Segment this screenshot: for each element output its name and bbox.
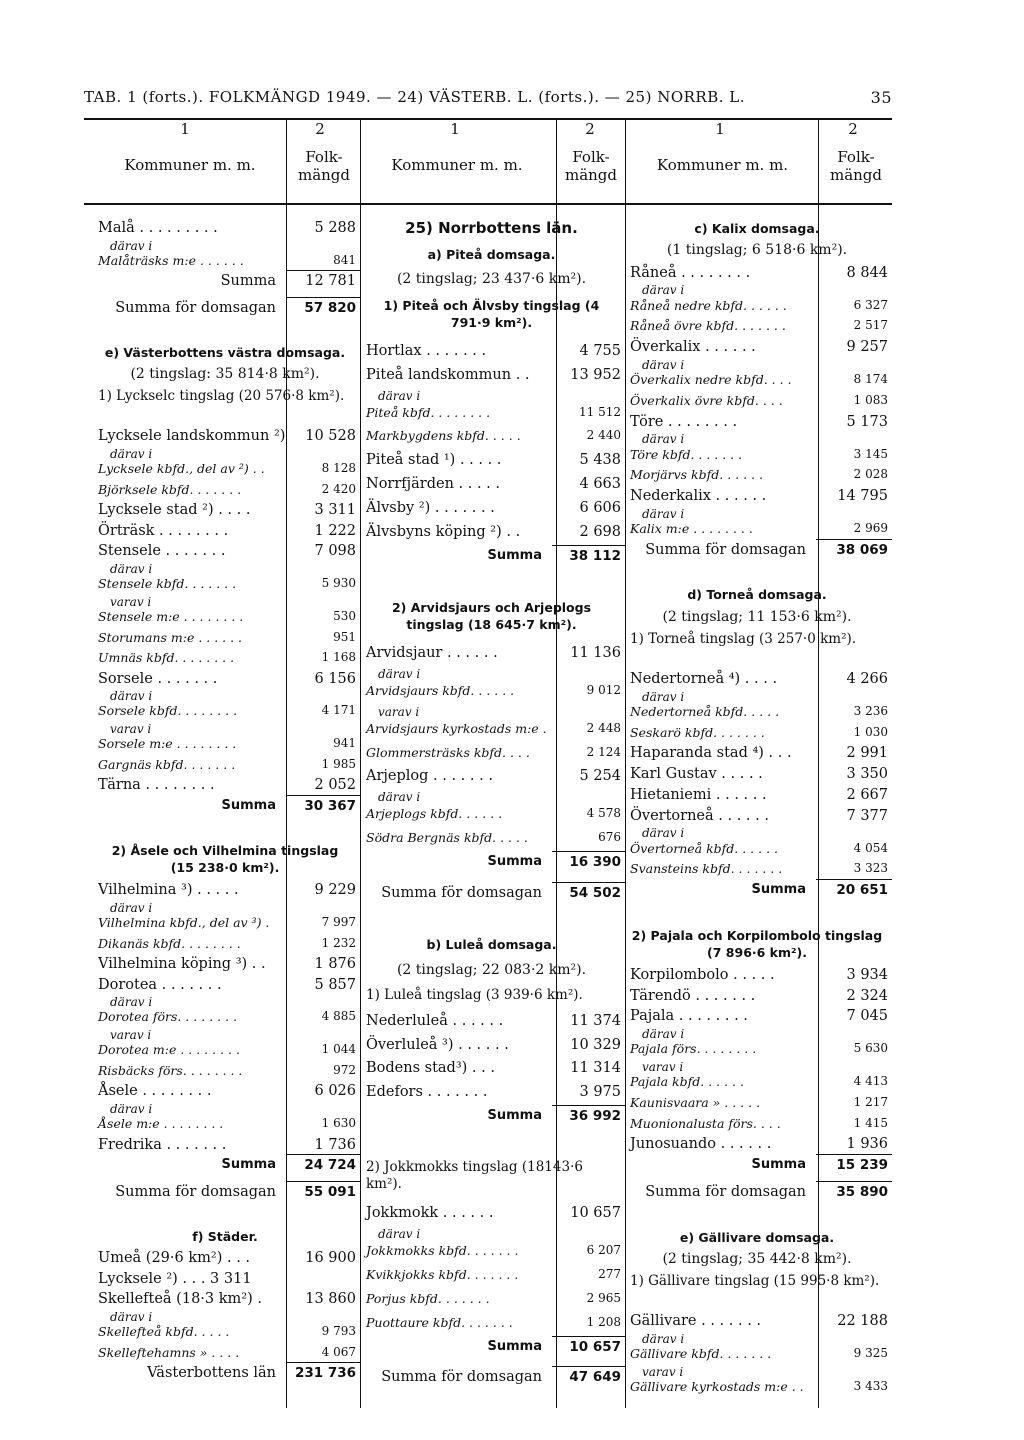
sum-rule <box>552 1336 625 1337</box>
row-value: 5 438 <box>579 452 621 469</box>
row-value: 4 885 <box>321 1009 356 1024</box>
row-value: 54 502 <box>569 884 621 901</box>
row-value: 1 985 <box>321 756 356 771</box>
row-value: 57 820 <box>304 299 356 316</box>
row-label: Arjeplog . . . . . . . <box>366 768 493 785</box>
row-value: 9 325 <box>853 1346 888 1361</box>
row-value: 530 <box>333 608 356 623</box>
row-label: Dorotea m:e . . . . . . . . <box>98 1042 240 1058</box>
row-label: Hortlax . . . . . . . <box>366 342 487 359</box>
row-value: 676 <box>598 830 621 845</box>
row-label: Norrfjärden . . . . . <box>366 476 501 493</box>
row-value: 1 217 <box>853 1095 888 1110</box>
row-label: Haparanda stad ⁴) . . . <box>630 745 792 762</box>
row-value: 2 969 <box>853 520 888 535</box>
row-label: Muonionalusta förs. . . . <box>630 1115 781 1131</box>
sum-rule <box>286 1362 360 1363</box>
row-label: Pajala kbfd. . . . . . <box>630 1074 744 1090</box>
row-value: 16 390 <box>569 853 621 870</box>
row-label: Vilhelmina kbfd., del av ³) . <box>98 914 270 930</box>
row-label: Bodens stad³) . . . <box>366 1060 495 1077</box>
row-value: 2 420 <box>321 481 356 496</box>
row-label: Tärendö . . . . . . . <box>630 987 756 1004</box>
row-value: 4 054 <box>853 840 888 855</box>
row-value: 3 350 <box>846 766 888 783</box>
row-value: 2 448 <box>586 720 621 735</box>
row-value: 11 374 <box>570 1012 621 1029</box>
row-label: därav i <box>110 995 153 1010</box>
row-value: 1 044 <box>321 1042 356 1057</box>
row-label: Pajala . . . . . . . . <box>630 1008 748 1025</box>
row-value: 35 890 <box>836 1183 888 1200</box>
row-value: 2 028 <box>853 467 888 482</box>
row-label: Hietaniemi . . . . . . <box>630 786 767 803</box>
row-label: Malå . . . . . . . . . <box>98 220 218 236</box>
row-value: 3 323 <box>853 861 888 876</box>
row-label: varav i <box>110 1028 152 1043</box>
row-value: 2 124 <box>586 744 621 759</box>
row-value: 10 329 <box>570 1036 621 1053</box>
row-label: Summa för domsagan <box>115 1183 276 1200</box>
sum-rule <box>286 795 360 796</box>
row-label: Gällivare kbfd. . . . . . . <box>630 1346 772 1362</box>
row-value: 2 324 <box>846 987 888 1004</box>
sum-rule <box>552 851 625 852</box>
row-label: Arvidsjaurs kyrkostads m:e . <box>366 720 547 736</box>
row-label: Dikanäs kbfd. . . . . . . . <box>98 935 241 951</box>
row-label: Överkalix . . . . . . <box>630 339 756 356</box>
row-label: Summa <box>487 853 542 869</box>
row-value: 9 012 <box>586 682 621 697</box>
row-label: Pajala förs. . . . . . . . <box>630 1041 757 1057</box>
row-label: Lycksele ²) . . . 3 311 <box>98 1270 252 1287</box>
row-label: Jokkmokks kbfd. . . . . . . <box>366 1243 519 1259</box>
sum-rule <box>552 1105 625 1106</box>
section-heading-text: 2) Åsele och Vilhelmina tingslag (15 238·0 km²). <box>111 843 339 876</box>
section-heading-text: e) Gällivare domsaga. <box>679 1229 835 1245</box>
row-label: Summa för domsagan <box>381 884 542 901</box>
row-value: 6 156 <box>314 670 356 687</box>
row-label: Summa för domsagan <box>645 541 806 558</box>
row-value: 3 311 <box>314 502 356 519</box>
row-label: därav i <box>642 1332 685 1346</box>
row-label: Björksele kbfd. . . . . . . <box>98 481 242 497</box>
row-value: 1 222 <box>314 522 356 539</box>
row-label: Nedertorneå kbfd. . . . . <box>630 703 780 719</box>
row-value: 3 975 <box>579 1084 621 1101</box>
row-value: 13 952 <box>570 366 621 383</box>
row-label: därav i <box>642 357 685 372</box>
row-label: Edefors . . . . . . . <box>366 1084 488 1101</box>
row-label: varav i <box>110 594 152 609</box>
row-value: 14 795 <box>837 487 888 504</box>
row-label: Nedertorneå ⁴) . . . . <box>630 670 778 687</box>
row-label: därav i <box>642 1027 685 1042</box>
row-value: 5 173 <box>846 413 888 430</box>
row-value: 15 239 <box>836 1157 888 1174</box>
row-label: därav i <box>378 666 421 681</box>
sum-rule <box>816 1154 892 1155</box>
row-value: 3 433 <box>853 1379 888 1394</box>
sum-rule <box>816 1181 892 1182</box>
row-label: Morjärvs kbfd. . . . . . <box>630 467 763 483</box>
row-value: 2 698 <box>579 523 621 540</box>
row-value: 5 630 <box>853 1041 888 1056</box>
row-value: 4 067 <box>321 1344 356 1359</box>
row-value: 941 <box>333 736 356 751</box>
row-label: Tärna . . . . . . . . <box>98 777 215 794</box>
row-label: Kaunisvaara » . . . . . <box>630 1095 761 1111</box>
column-number: 1 <box>450 120 460 138</box>
row-value: 30 367 <box>304 798 356 815</box>
row-value: 7 098 <box>314 543 356 560</box>
table-column-left <box>98 212 360 1412</box>
row-label: därav i <box>110 1310 153 1325</box>
row-label: Stensele . . . . . . . <box>98 543 226 560</box>
row-value: 38 069 <box>836 541 888 558</box>
row-label: Porjus kbfd. . . . . . . <box>366 1290 490 1306</box>
section-heading-text: 1) Gällivare tingslag (15 995·8 km²). <box>630 1273 880 1290</box>
row-label: Vilhelmina ³) . . . . . <box>98 882 239 899</box>
row-value: 1 630 <box>321 1116 356 1131</box>
row-value: 277 <box>598 1267 621 1282</box>
row-value: 1 415 <box>853 1115 888 1130</box>
row-label: därav i <box>642 432 685 447</box>
row-value: 22 188 <box>837 1313 888 1330</box>
section-heading-text: d) Torneå domsaga. <box>687 587 827 603</box>
row-value: 16 900 <box>305 1250 356 1267</box>
row-label: Piteå kbfd. . . . . . . . <box>366 404 491 420</box>
row-label: Arvidsjaur . . . . . . <box>366 644 498 661</box>
row-label: Nederluleå . . . . . . <box>366 1012 504 1029</box>
sum-rule <box>816 539 892 540</box>
row-label: Summa <box>220 273 276 290</box>
row-label: Summa <box>221 798 276 814</box>
table-column-middle <box>366 212 625 1412</box>
row-value: 12 781 <box>305 273 356 290</box>
row-label: Södra Bergnäs kbfd. . . . . <box>366 830 528 846</box>
row-value: 3 236 <box>853 703 888 718</box>
row-value: 4 663 <box>579 476 621 493</box>
column-number: 2 <box>585 120 595 138</box>
row-label: varav i <box>642 1365 684 1379</box>
row-label: Karl Gustav . . . . . <box>630 766 763 783</box>
row-label: Råneå övre kbfd. . . . . . . <box>630 318 786 334</box>
row-label: Vilhelmina köping ³) . . <box>98 956 266 973</box>
section-heading-text: e) Västerbottens västra domsaga. <box>104 345 346 361</box>
row-label: därav i <box>110 900 153 915</box>
row-label: därav i <box>378 790 421 805</box>
row-label: Summa för domsagan <box>645 1183 806 1200</box>
row-label: Summa <box>487 547 542 563</box>
section-heading-text: 2) Arvidsjaurs och Arjeplogs tingslag (18 645·7 km²). <box>391 599 592 632</box>
column-header-kommuner: Kommuner m. m. <box>656 156 789 174</box>
section-heading-text: 1) Luleå tingslag (3 939·6 km²). <box>366 987 583 1004</box>
row-value: 1 232 <box>321 935 356 950</box>
row-label: Åsele m:e . . . . . . . . <box>98 1116 224 1132</box>
row-label: Markbygdens kbfd. . . . . <box>366 428 521 444</box>
row-label: Kalix m:e . . . . . . . . <box>630 520 753 536</box>
row-value: 7 045 <box>846 1008 888 1025</box>
row-label: därav i <box>378 388 421 403</box>
row-label: Summa <box>487 1108 542 1123</box>
row-label: Arvidsjaurs kbfd. . . . . . <box>366 682 515 698</box>
section-heading-text: a) Piteå domsaga. <box>427 246 556 262</box>
row-value: 5 857 <box>314 976 356 993</box>
row-value: 1 168 <box>321 650 356 665</box>
row-value: 7 997 <box>321 914 356 929</box>
section-heading-text: 2) Jokkmokks tingslag (18143·6 km²). <box>366 1159 583 1193</box>
row-label: Glommersträsks kbfd. . . . <box>366 744 530 760</box>
row-value: 24 724 <box>304 1157 356 1174</box>
row-label: Summa <box>751 1157 806 1173</box>
row-label: Fredrika . . . . . . . <box>98 1136 227 1153</box>
section-heading-text: (2 tingslag; 35 442·8 km²). <box>662 1250 852 1267</box>
row-label: Skelleftehamns » . . . . <box>98 1344 240 1360</box>
row-label: Övertorneå kbfd. . . . . . <box>630 840 778 856</box>
row-label: Storumans m:e . . . . . . <box>98 629 243 645</box>
sum-rule <box>286 1154 360 1155</box>
row-value: 9 229 <box>314 882 356 899</box>
column-header-kommuner: Kommuner m. m. <box>124 156 256 174</box>
row-value: 5 288 <box>314 220 356 236</box>
row-label: Piteå stad ¹) . . . . . <box>366 452 502 469</box>
column-header-folkmangd: Folk- mängd <box>829 148 883 184</box>
row-value: 2 052 <box>314 777 356 794</box>
table-head-rule <box>84 203 892 205</box>
row-label: Töre . . . . . . . . <box>630 413 738 430</box>
sum-rule <box>286 297 360 298</box>
row-label: Stensele m:e . . . . . . . . <box>98 608 244 624</box>
row-value: 55 091 <box>304 1183 356 1200</box>
row-label: Överluleå ³) . . . . . . <box>366 1036 509 1053</box>
row-value: 8 844 <box>846 264 888 281</box>
row-value: 3 145 <box>853 446 888 461</box>
column-header-kommuner: Kommuner m. m. <box>391 156 523 174</box>
row-value: 972 <box>333 1062 356 1077</box>
row-label: Junosuando . . . . . . <box>630 1136 772 1153</box>
row-label: Gällivare kyrkostads m:e . . <box>630 1379 804 1395</box>
column-number: 1 <box>715 120 725 138</box>
row-label: Svansteins kbfd. . . . . . . <box>630 861 783 877</box>
running-header <box>84 88 892 114</box>
row-value: 3 934 <box>846 966 888 983</box>
row-label: Sorsele . . . . . . . <box>98 670 218 687</box>
page-number: 35 <box>870 88 892 107</box>
row-label: Skellefteå (18·3 km²) . <box>98 1291 262 1308</box>
section-heading-text: (2 tingslag; 22 083·2 km²). <box>396 961 587 978</box>
sum-rule <box>552 545 625 546</box>
column-header-folkmangd: Folk- mängd <box>564 148 618 184</box>
row-value: 1 736 <box>314 1136 356 1153</box>
row-label: Summa <box>751 882 806 898</box>
row-label: Lycksele stad ²) . . . . <box>98 502 251 519</box>
row-label: Piteå landskommun . . <box>366 366 530 383</box>
row-label: därav i <box>110 1101 153 1116</box>
row-label: Västerbottens län <box>147 1365 276 1382</box>
section-heading-text: (2 tingslag: 35 814·8 km²). <box>130 366 320 383</box>
row-label: varav i <box>110 722 152 737</box>
row-label: därav i <box>110 238 153 253</box>
row-value: 4 413 <box>853 1074 888 1089</box>
row-value: 47 649 <box>569 1369 621 1386</box>
row-value: 13 860 <box>305 1291 356 1308</box>
row-label: Åsele . . . . . . . . <box>98 1083 212 1100</box>
row-label: därav i <box>642 689 685 704</box>
row-label: Summa <box>221 1157 276 1173</box>
row-value: 20 651 <box>836 882 888 899</box>
section-heading-text: (1 tingslag; 6 518·6 km²). <box>666 242 848 259</box>
row-label: därav i <box>110 446 153 461</box>
row-value: 36 992 <box>569 1108 621 1124</box>
column-header-folkmangd: Folk- mängd <box>297 148 351 184</box>
sum-rule <box>816 879 892 880</box>
col-divider <box>625 118 626 1408</box>
column-number: 2 <box>315 120 325 138</box>
row-value: 1 030 <box>853 724 888 739</box>
row-value: 4 578 <box>586 806 621 821</box>
row-label: Malåträsks m:e . . . . . . <box>98 252 244 268</box>
section-heading-text: 1) Piteå och Älvsby tingslag (4 791·9 km²). <box>383 297 600 330</box>
row-label: Risbäcks förs. . . . . . . . <box>98 1062 243 1078</box>
row-label: Summa för domsagan <box>381 1369 542 1386</box>
row-value: 4 171 <box>321 703 356 718</box>
row-value: 1 208 <box>586 1314 621 1329</box>
row-label: Stensele kbfd. . . . . . . <box>98 576 237 592</box>
table-top-rule <box>84 118 892 120</box>
row-label: varav i <box>642 1060 684 1075</box>
row-label: Örträsk . . . . . . . . <box>98 522 229 539</box>
row-label: därav i <box>642 826 685 841</box>
row-label: Lycksele landskommun ²) <box>98 428 286 445</box>
row-label: Summa <box>487 1338 542 1354</box>
row-value: 7 377 <box>846 807 888 824</box>
row-label: Övertorneå . . . . . . <box>630 807 769 824</box>
row-value: 6 026 <box>314 1083 356 1100</box>
row-label: Nederkalix . . . . . . <box>630 487 767 504</box>
column-number: 1 <box>180 120 190 138</box>
row-label: därav i <box>110 689 153 704</box>
row-label: Överkalix övre kbfd. . . . <box>630 392 783 408</box>
section-heading-text: f) Städer. <box>192 1229 258 1245</box>
row-label: Gargnäs kbfd. . . . . . . <box>98 756 236 772</box>
row-value: 6 327 <box>853 297 888 312</box>
row-value: 5 930 <box>321 576 356 591</box>
row-value: 841 <box>333 252 356 267</box>
sum-rule <box>552 1366 625 1367</box>
row-value: 4 266 <box>846 670 888 687</box>
row-label: Seskarö kbfd. . . . . . . <box>630 724 765 740</box>
column-number: 2 <box>848 120 858 138</box>
row-label: Överkalix nedre kbfd. . . . <box>630 372 792 388</box>
row-label: därav i <box>642 283 685 298</box>
page-header-title: TAB. 1 (forts.). FOLKMÄNGD 1949. — 24) VÄSTERB. L. (forts.). — 25) NORRB. L. <box>84 88 746 106</box>
row-value: 8 174 <box>853 372 888 387</box>
row-value: 11 314 <box>570 1060 621 1077</box>
table-column-right <box>630 212 892 1412</box>
row-label: Älvsby ²) . . . . . . . <box>366 499 495 516</box>
row-value: 6 606 <box>579 499 621 516</box>
section-heading-text: 2) Pajala och Korpilombolo tingslag (7 896·6 km²). <box>631 927 883 960</box>
section-heading-text: 1) Lyckselc tingslag (20 576·8 km²). <box>98 388 345 405</box>
row-value: 1 876 <box>314 956 356 973</box>
row-label: Råneå . . . . . . . . <box>630 264 751 281</box>
row-value: 10 528 <box>305 428 356 445</box>
row-value: 1 936 <box>846 1136 888 1153</box>
row-value: 6 207 <box>586 1243 621 1258</box>
row-label: därav i <box>110 562 153 577</box>
row-label: varav i <box>378 704 420 719</box>
row-label: Råneå nedre kbfd. . . . . . <box>630 297 787 313</box>
row-label: Älvsbyns köping ²) . . <box>366 523 521 540</box>
section-heading-text: 1) Torneå tingslag (3 257·0 km²). <box>630 630 857 647</box>
row-value: 2 667 <box>846 786 888 803</box>
row-value: 11 136 <box>570 644 621 661</box>
row-label: Dorotea . . . . . . . <box>98 976 222 993</box>
row-label: Summa för domsagan <box>115 299 276 316</box>
sum-rule <box>286 270 360 271</box>
row-value: 951 <box>333 629 356 644</box>
section-heading-text: b) Luleå domsaga. <box>426 936 557 952</box>
row-label: Jokkmokk . . . . . . <box>366 1205 494 1222</box>
row-value: 10 657 <box>570 1205 621 1222</box>
row-label: Arjeplogs kbfd. . . . . . <box>366 806 503 822</box>
row-value: 2 991 <box>846 745 888 762</box>
row-value: 5 254 <box>579 768 621 785</box>
row-value: 9 793 <box>321 1324 356 1339</box>
row-value: 2 965 <box>586 1290 621 1305</box>
section-heading-text: (2 tingslag; 11 153·6 km²). <box>662 608 852 625</box>
row-value: 38 112 <box>569 547 621 564</box>
row-label: därav i <box>378 1227 421 1242</box>
sum-rule <box>286 1181 360 1182</box>
row-value: 9 257 <box>846 339 888 356</box>
row-value: 8 128 <box>321 461 356 476</box>
row-value: 4 755 <box>579 342 621 359</box>
row-value: 11 512 <box>579 404 621 419</box>
row-value: 2 440 <box>586 428 621 443</box>
row-value: 10 657 <box>569 1338 621 1355</box>
row-value: 231 736 <box>294 1365 356 1382</box>
section-heading-text: (2 tingslag; 23 437·6 km²). <box>396 271 587 288</box>
row-label: Lycksele kbfd., del av ²) . . <box>98 461 265 477</box>
section-heading-text: 25) Norrbottens län. <box>405 219 578 237</box>
row-value: 2 517 <box>853 318 888 333</box>
row-value: 1 083 <box>853 392 888 407</box>
row-label: Korpilombolo . . . . . <box>630 966 775 983</box>
row-label: Dorotea förs. . . . . . . . <box>98 1009 238 1025</box>
sum-rule <box>552 882 625 883</box>
col-divider <box>360 118 361 1408</box>
row-label: Sorsele m:e . . . . . . . . <box>98 736 237 752</box>
row-label: Sorsele kbfd. . . . . . . . <box>98 703 238 719</box>
row-label: Töre kbfd. . . . . . . <box>630 446 743 462</box>
row-label: Skellefteå kbfd. . . . . <box>98 1324 230 1340</box>
row-label: Puottaure kbfd. . . . . . . <box>366 1314 513 1330</box>
row-label: därav i <box>642 506 685 521</box>
row-label: Umnäs kbfd. . . . . . . . <box>98 650 235 666</box>
row-label: Umeå (29·6 km²) . . . <box>98 1250 251 1267</box>
row-label: Gällivare . . . . . . . <box>630 1313 762 1330</box>
section-heading-text: c) Kalix domsaga. <box>694 221 820 236</box>
row-label: Kvikkjokks kbfd. . . . . . . <box>366 1267 519 1283</box>
